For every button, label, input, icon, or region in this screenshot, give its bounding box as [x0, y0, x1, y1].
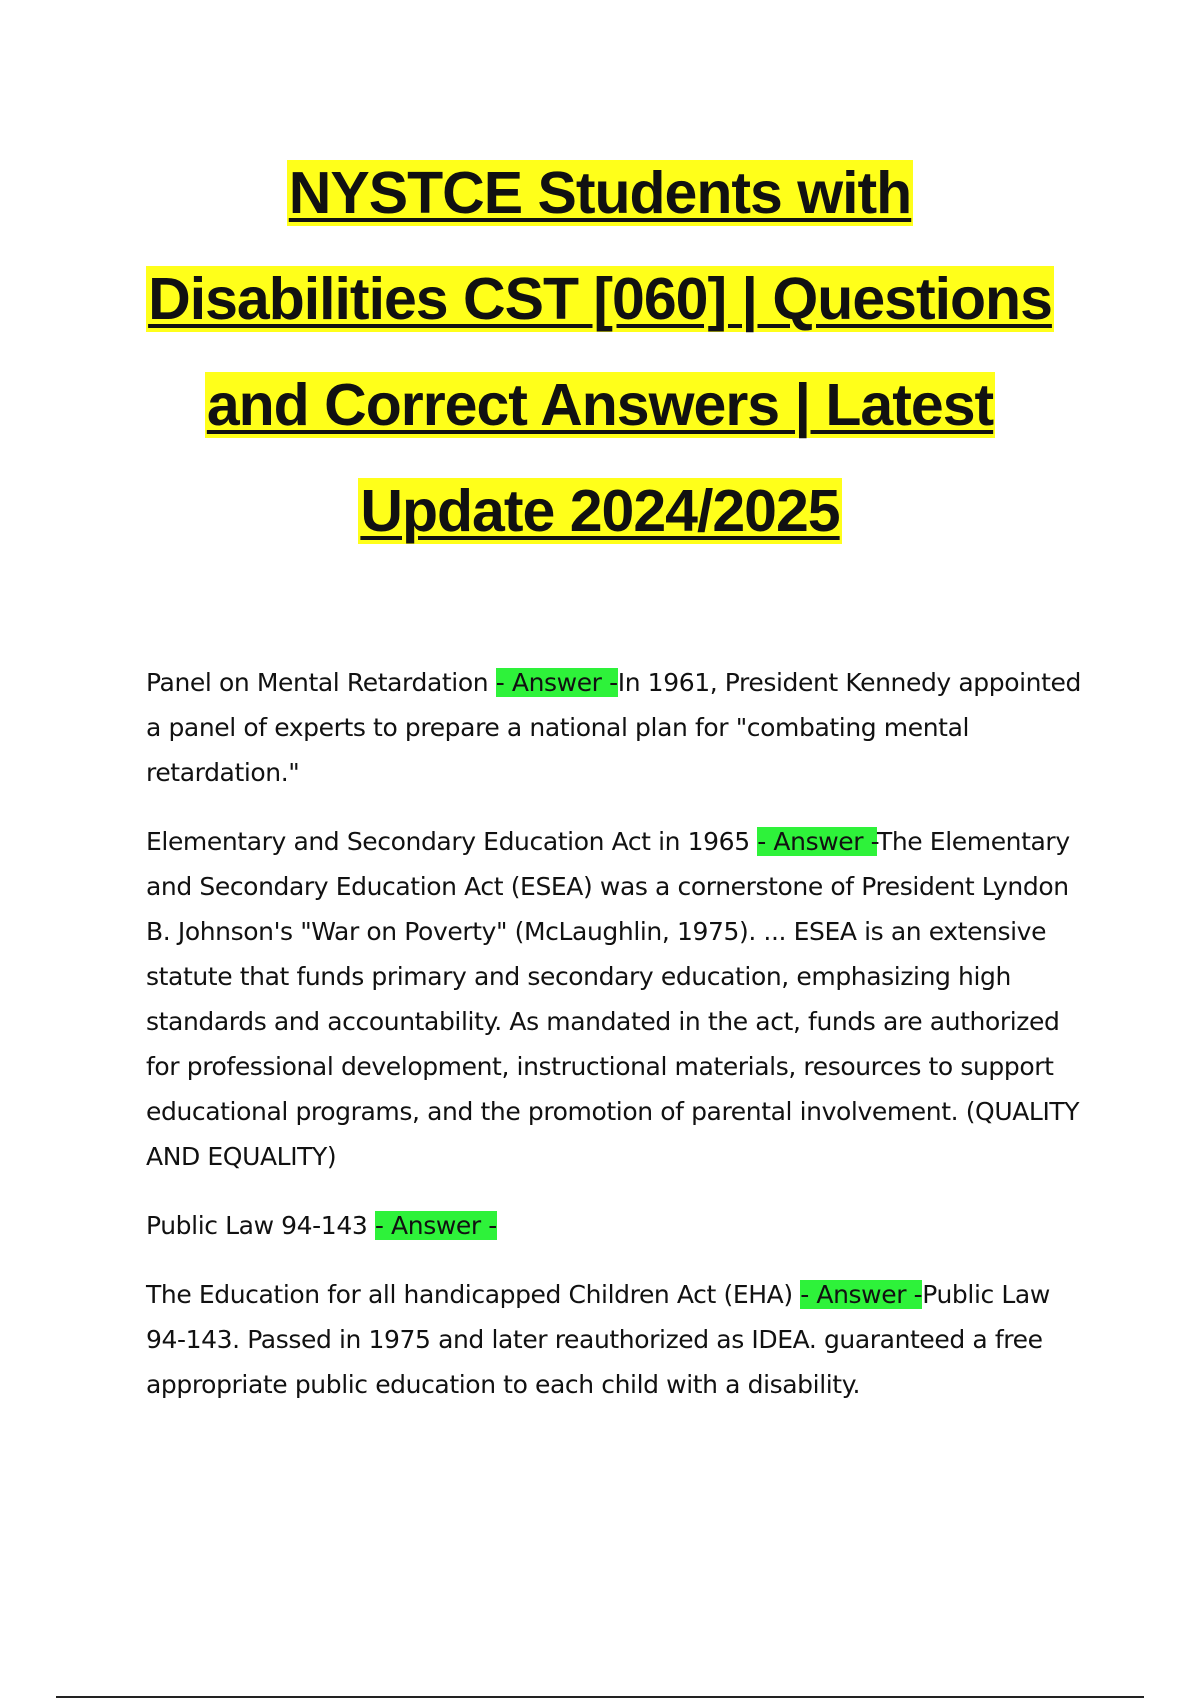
- answer-marker: - Answer -: [495, 668, 618, 697]
- qa-entry-2: [146, 819, 1096, 1179]
- answer-marker: - Answer -: [757, 827, 877, 856]
- document-title: [120, 140, 1080, 564]
- question-text: Panel on Mental Retardation: [146, 668, 496, 697]
- title-line-1: [120, 140, 1080, 246]
- answer-text: In 1961, President Kennedy appointed a panel of experts to prepare a national plan for "combating mental retardation.": [146, 668, 1081, 787]
- answer-text: The Elementary and Secondary Education Act (ESEA) was a cornerstone of President Lyndon B. Johnson's "War on Poverty" (McLaughlin, 1975). ... ESEA is an extensive statute that funds primary and secondary education, emphasizing high standards and accountability. As mandated in the act, funds are authorized for professional development, instructional materials, resources to support educational programs, and the promotion of parental involvement. (QUALITY AND EQUALITY): [146, 827, 1080, 1171]
- title-line-2-text: Disabilities CST [060] | Questions: [148, 266, 1052, 332]
- page-bottom-rule: [56, 1696, 1144, 1698]
- answer-marker: - Answer -: [374, 1211, 497, 1240]
- qa-entry-3: [146, 1203, 1096, 1248]
- answer-marker: - Answer -: [800, 1280, 923, 1309]
- question-text: Public Law 94-143: [146, 1211, 375, 1240]
- title-line-4-text: Update 2024/2025: [360, 478, 840, 544]
- title-line-4: [120, 458, 1080, 564]
- title-line-3-text: and Correct Answers | Latest: [206, 372, 994, 438]
- title-line-3: [120, 352, 1080, 458]
- title-line-1-text: NYSTCE Students with: [288, 160, 912, 226]
- title-line-2: [120, 246, 1080, 352]
- answer-text: Public Law 94-143. Passed in 1975 and later reauthorized as IDEA. guaranteed a free appropriate public education to each child with a disability.: [146, 1280, 1050, 1399]
- qa-list: [146, 660, 1096, 1431]
- qa-entry-1: [146, 660, 1096, 795]
- qa-entry-4: [146, 1272, 1096, 1407]
- question-text: Elementary and Secondary Education Act in 1965: [146, 827, 758, 856]
- question-text: The Education for all handicapped Children Act (EHA): [146, 1280, 801, 1309]
